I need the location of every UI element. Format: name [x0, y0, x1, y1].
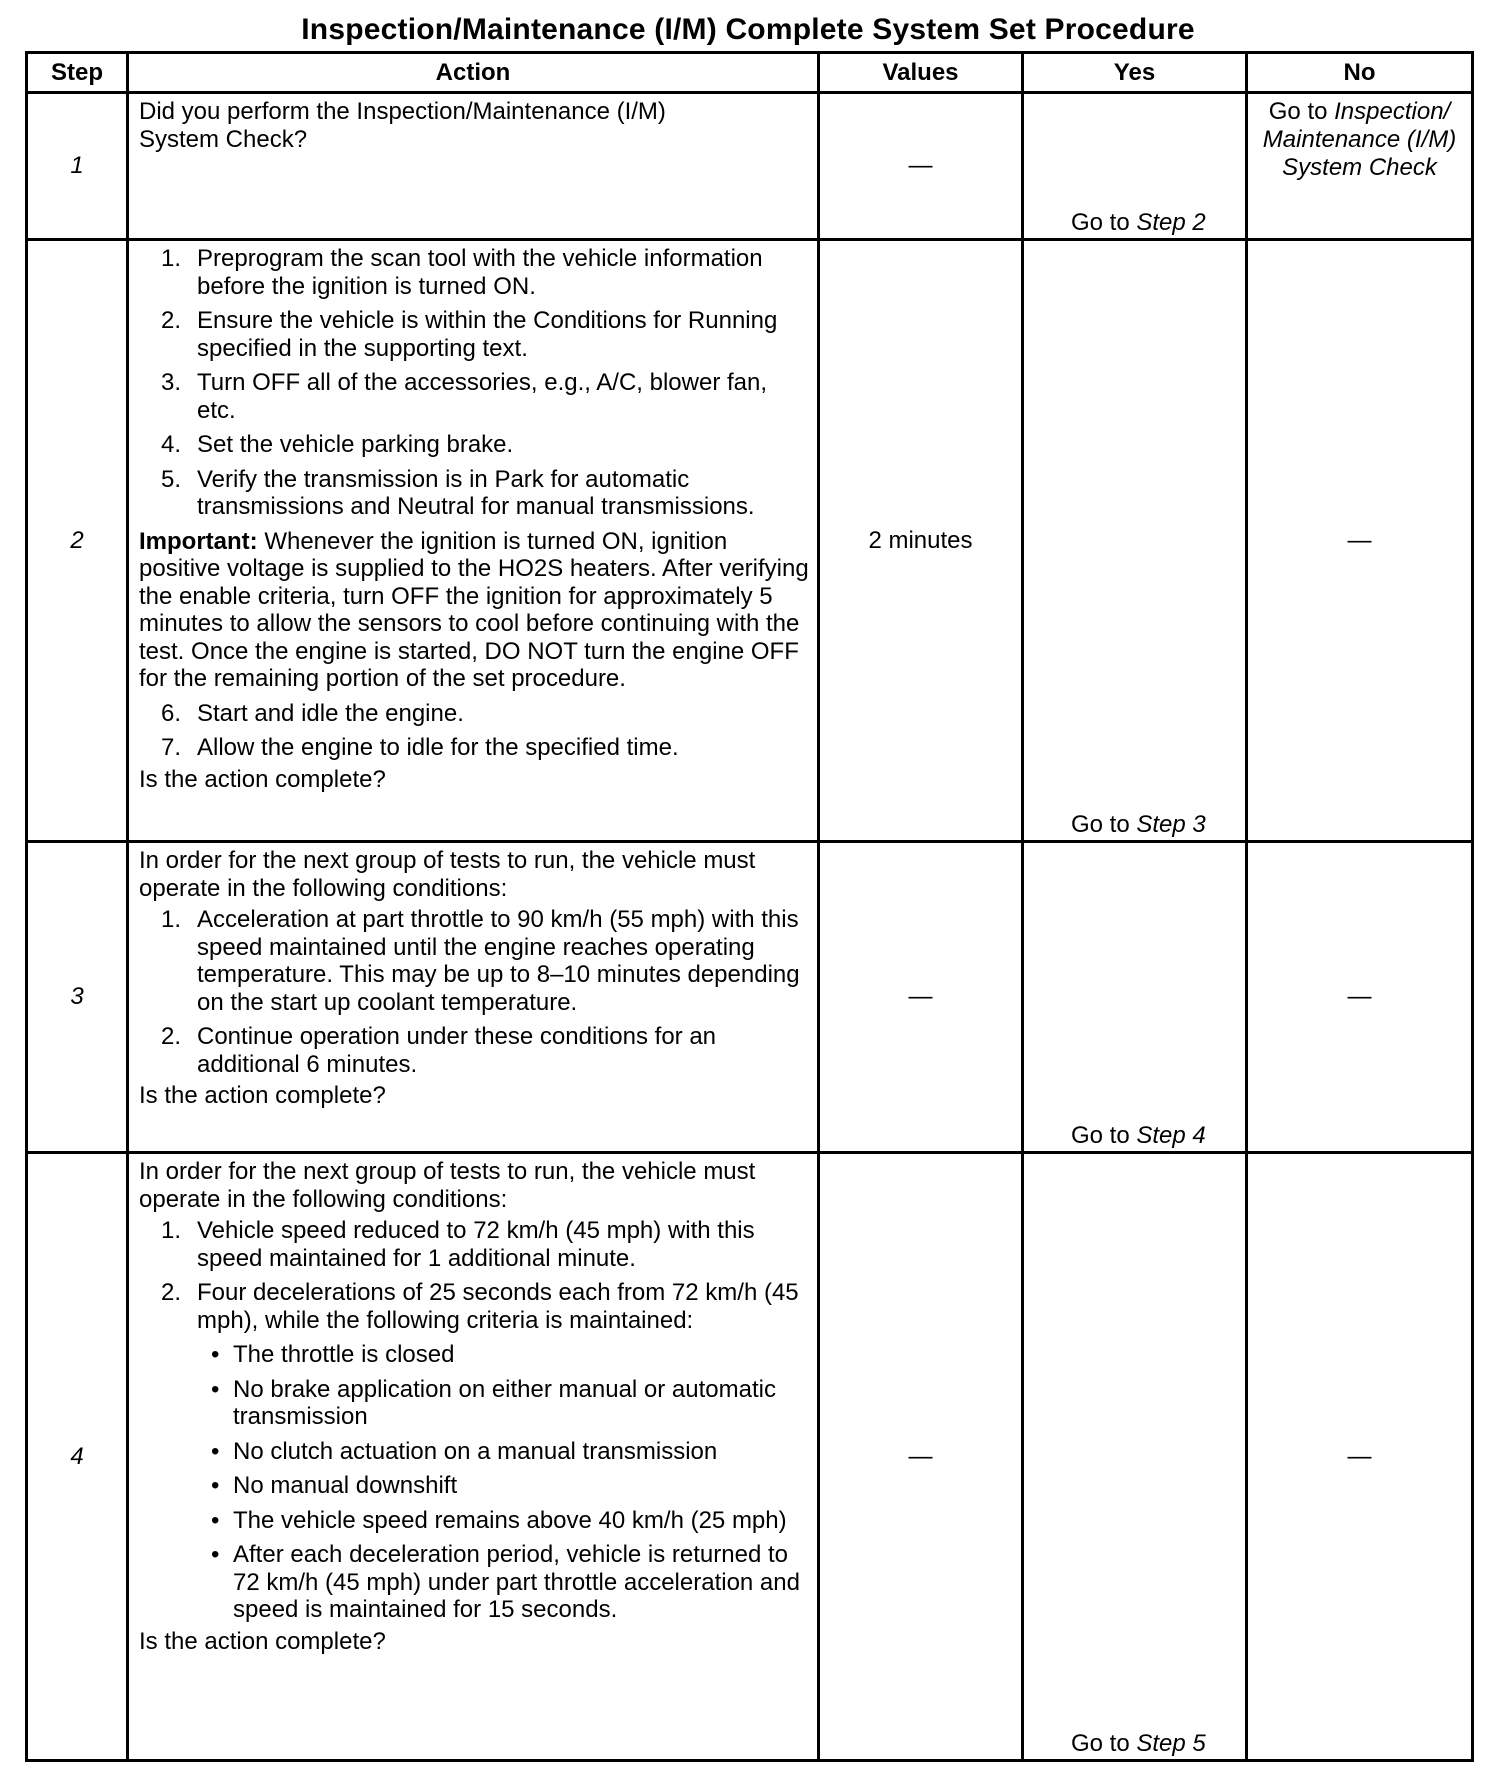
header-action: Action: [128, 53, 819, 93]
yes-cell: [1023, 842, 1247, 1153]
action-cell: [128, 240, 819, 842]
no-cell: —: [1247, 1153, 1473, 1761]
list-item: 3. Turn OFF all of the accessories, e.g., A/C, blower fan, etc.: [161, 369, 768, 424]
list-item: 2. Four decelerations of 25 seconds each from 72 km/h (45 mph), while the following criteria is maintained:: [161, 1279, 799, 1334]
list-item: 4. Set the vehicle parking brake.: [161, 431, 514, 458]
list-item: 2. Ensure the vehicle is within the Conditions for Running specified in the supporting text.: [161, 307, 778, 362]
table-row-step-3: [27, 842, 1473, 1153]
list-item: 7. Allow the engine to idle for the specified time.: [161, 734, 679, 761]
list-item: • No clutch actuation on a manual transmission: [211, 1437, 718, 1465]
list-item: 1. Acceleration at part throttle to 90 km/h (55 mph) with this speed maintained until the engine reaches operating temperature. This may be up to 8–10 minutes depending on the start up coolant temperature.: [161, 906, 800, 1016]
list-item: 1. Vehicle speed reduced to 72 km/h (45 mph) with this speed maintained for 1 additional minute.: [161, 1217, 755, 1272]
list-item: 2. Continue operation under these conditions for an additional 6 minutes.: [161, 1023, 717, 1078]
list-item: 6. Start and idle the engine.: [161, 699, 464, 727]
bullet-icon: •: [211, 1341, 220, 1368]
no-cell: —: [1247, 240, 1473, 842]
no-cell: [1247, 93, 1473, 240]
yes-cell: [1023, 1153, 1247, 1761]
values-cell: —: [819, 842, 1023, 1153]
bullet-icon: •: [211, 1375, 220, 1403]
numbered-list: [139, 245, 809, 521]
list-item: • No brake application on either manual or automatic transmission: [211, 1375, 776, 1430]
action-cell: [128, 842, 819, 1153]
procedure-table: [25, 51, 1474, 1762]
important-label: Important:: [139, 527, 258, 555]
values-cell: 2 minutes: [819, 240, 1023, 842]
table-row-step-4: [27, 1153, 1473, 1761]
action-question: Is the action complete?: [139, 1082, 386, 1109]
action-question: Is the action complete?: [139, 1627, 386, 1655]
header-values: Values: [819, 53, 1023, 93]
values-cell: —: [819, 1153, 1023, 1761]
list-item: 5. Verify the transmission is in Park for automatic transmissions and Neutral for manual transmissions.: [161, 465, 755, 520]
action-question: Did you perform the Inspection/Maintenance (I/M) System Check?: [139, 98, 666, 153]
bullet-icon: •: [211, 1472, 220, 1499]
table-row-step-1: [27, 93, 1473, 240]
numbered-list: [139, 1217, 809, 1334]
important-text: Whenever the ignition is turned ON, ignition positive voltage is supplied to the HO2S heaters. After verifying the enable criteria, turn OFF the ignition for approximately 5 minutes to allow the sensors to cool before continuing with the test. Once the engine is started, DO NOT turn the engine OFF for the remaining portion of the set procedure.: [139, 527, 809, 692]
numbered-list: [139, 906, 809, 1078]
list-item: • No manual downshift: [211, 1472, 458, 1499]
step-number: 4: [27, 1153, 128, 1761]
yes-step-ref: Step 3: [1136, 810, 1206, 838]
list-item: • After each deceleration period, vehicle is returned to 72 km/h (45 mph) under part throttle acceleration and speed is maintained for 15 seconds.: [211, 1541, 800, 1623]
step-number: 1: [27, 93, 128, 240]
table-row-step-2: [27, 240, 1473, 842]
page-title: Inspection/Maintenance (I/M) Complete System Set Procedure: [301, 13, 1195, 46]
bullet-icon: •: [211, 1541, 220, 1568]
bullet-list: [197, 1341, 809, 1624]
step-number: 3: [27, 842, 128, 1153]
yes-prefix: Go to: [1071, 1729, 1137, 1757]
yes-cell: [1023, 240, 1247, 842]
yes-prefix: Go to: [1071, 208, 1137, 236]
important-note: [139, 528, 809, 693]
no-ref-link: Inspection/ Maintenance (I/M) System Check: [1262, 98, 1457, 181]
action-intro: In order for the next group of tests to run, the vehicle must operate in the following conditions:: [139, 847, 756, 902]
list-item: • The throttle is closed: [211, 1341, 455, 1368]
values-cell: —: [819, 93, 1023, 240]
no-cell: —: [1247, 842, 1473, 1153]
header-row: [27, 53, 1473, 93]
action-question: Is the action complete?: [139, 765, 386, 793]
bullet-icon: •: [211, 1437, 220, 1465]
numbered-list: [139, 700, 809, 762]
yes-prefix: Go to: [1071, 1121, 1137, 1149]
yes-step-ref: Step 4: [1136, 1121, 1206, 1149]
step-number: 2: [27, 240, 128, 842]
header-no: No: [1247, 53, 1473, 93]
yes-prefix: Go to: [1071, 810, 1137, 838]
bullet-icon: •: [211, 1506, 220, 1534]
action-cell: [128, 1153, 819, 1761]
action-cell: [128, 93, 819, 240]
yes-step-ref: Step 5: [1136, 1729, 1206, 1757]
header-step: Step: [27, 53, 128, 93]
list-item: 1. Preprogram the scan tool with the vehicle information before the ignition is turned ON.: [161, 245, 763, 300]
header-yes: Yes: [1023, 53, 1247, 93]
yes-cell: [1023, 93, 1247, 240]
no-prefix: Go to: [1268, 98, 1335, 125]
list-item: • The vehicle speed remains above 40 km/h (25 mph): [211, 1506, 787, 1534]
action-intro: In order for the next group of tests to run, the vehicle must operate in the following conditions:: [139, 1158, 756, 1213]
yes-step-ref: Step 2: [1136, 208, 1206, 236]
